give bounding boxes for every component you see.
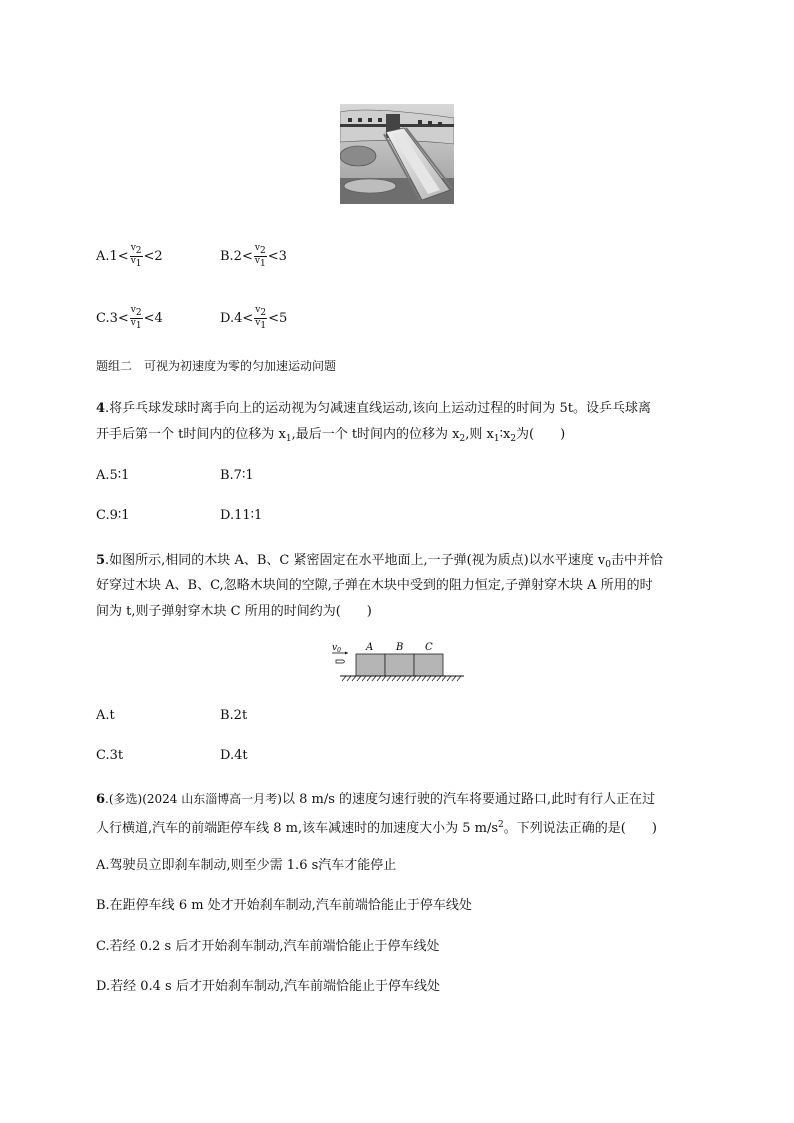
q4-stem-line1: 4.将乒乓球发球时离手向上的运动视为匀减速直线运动,该向上运动过程的时间为 5t。设乒乓球离 (96, 401, 651, 416)
q4-option-a: A.5∶1 (96, 468, 130, 483)
q5-stem-line1: 5.如图所示,相同的木块 A、B、C 紧密固定在水平地面上,一子弹(视为质点)以水平速度 $v_0$击中并恰 (96, 553, 663, 570)
q5-option-d: D.4t (220, 748, 248, 763)
q3-option-c: C.3< $\frac{v2}{v1}$ <4 (96, 305, 163, 331)
block-b (385, 654, 414, 676)
q3-option-d: D.4< $\frac{v2}{v1}$ <5 (220, 305, 288, 331)
q4-number: 4 (96, 401, 106, 416)
q5-blocks-diagram (330, 638, 466, 688)
evacuation-slide-photo (340, 104, 454, 204)
ground-hatching (342, 676, 461, 681)
q3-option-a: A.1< $\frac{v2}{v1}$ <2 (96, 243, 163, 269)
q4-option-c: C.9∶1 (96, 508, 130, 523)
q6-stem-line1: 6.(多选)(2024 山东淄博高一月考)以 8 m/s 的速度匀速行驶的汽车将要通过路口,此时有行人正在过 (96, 792, 656, 807)
block-a-label: A (366, 642, 374, 653)
bullet-icon (336, 660, 345, 663)
block-c-label: C (425, 642, 433, 653)
velocity-arrow-head (345, 652, 348, 655)
block-a (356, 654, 385, 676)
q5-stem-line3: 间为 t,则子弹射穿木块 C 所用的时间约为( ) (96, 604, 372, 619)
q5-option-c: C.3t (96, 748, 124, 763)
q5-stem-line2: 好穿过木块 A、B、C,忽略木块间的空隙,子弹在木块中受到的阻力恒定,子弹射穿木块 A 所用的时 (96, 578, 653, 593)
q6-number: 6 (96, 792, 106, 807)
q6-option-b: B.在距停车线 6 m 处才开始刹车制动,汽车前端恰能止于停车线处 (96, 898, 472, 913)
q4-stem-line2: 开手后第一个 t时间内的位移为 $x_1$,最后一个 t时间内的位移为 $x_2$,则 $x_1∶x_2$为( ) (96, 427, 566, 444)
block-c (414, 654, 443, 676)
q3-option-b: B.2< $\frac{v2}{v1}$ <3 (220, 243, 287, 269)
q5-option-a: A.t (96, 708, 115, 723)
diagram-velocity-label: $v_0$ (332, 643, 341, 654)
q6-option-c: C.若经 0.2 s 后才开始刹车制动,汽车前端恰能止于停车线处 (96, 939, 440, 954)
q5-number: 5 (96, 553, 106, 568)
q6-option-a: A.驾驶员立即刹车制动,则至少需 1.6 s汽车才能停止 (96, 858, 397, 873)
q6-source-tag: .(多选)(2024 山东淄博高一月考) (105, 792, 282, 806)
block-b-label: B (396, 642, 404, 653)
q6-stem-line2: 人行横道,汽车的前端距停车线 8 m,该车减速时的加速度大小为 5 $m/s^2$。下列说法正确的是( ) (96, 820, 657, 836)
section-heading: 题组二 可视为初速度为零的匀加速运动问题 (96, 359, 337, 373)
q4-option-d: D.11∶1 (220, 508, 263, 523)
q4-option-b: B.7∶1 (220, 468, 254, 483)
q5-option-b: B.2t (220, 708, 248, 723)
q6-option-d: D.若经 0.4 s 后才开始刹车制动,汽车前端恰能止于停车线处 (96, 979, 440, 994)
